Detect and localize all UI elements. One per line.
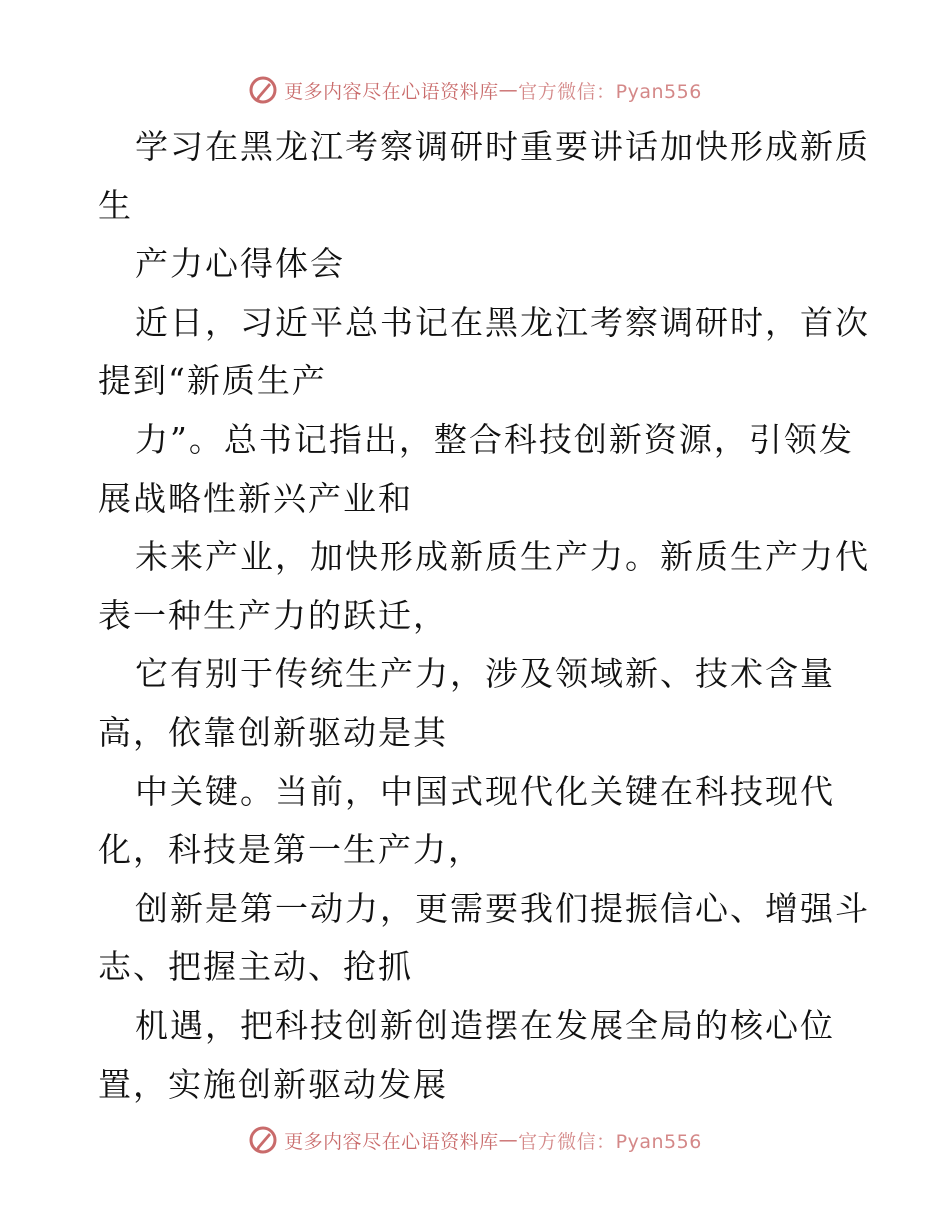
title-line-1: 学习在黑龙江考察调研时重要讲话加快形成新质: [135, 127, 870, 166]
paragraph-line: 志、把握主动、抢抓: [98, 947, 413, 987]
watermark-separator: —: [498, 79, 519, 101]
paragraph-line: 未来产业，加快形成新质生产力。新质生产力代: [135, 537, 870, 577]
paragraph-line: 展战略性新兴产业和: [98, 478, 413, 518]
paragraph-line: 它有别于传统生产力，涉及领域新、技术含量: [135, 654, 835, 694]
watermark-wechat: 官方微信：Pyan556: [518, 80, 702, 103]
paragraph-line: 中关键。当前，中国式现代化关键在科技现代: [135, 771, 835, 811]
quill-in-circle-icon: [248, 75, 278, 105]
paragraph-line: 高，依靠创新驱动是其: [98, 712, 448, 752]
header-watermark: [0, 70, 950, 110]
paragraph-line: 机遇，把科技创新创造摆在发展全局的核心位: [135, 1005, 835, 1045]
paragraph-line: 提到“新质生产: [98, 361, 327, 401]
footer-watermark: [0, 1120, 950, 1160]
paragraph-line: 创新是第一动力，更需要我们提振信心、增强斗: [135, 888, 870, 928]
paragraph-line: 化，科技是第一生产力，: [98, 830, 483, 870]
quill-in-circle-icon: [248, 1125, 278, 1155]
paragraph-line: 近日，习近平总书记在黑龙江考察调研时，首次: [135, 302, 870, 342]
document-body: [98, 118, 870, 1114]
paragraph-line: 力”。总书记指出，整合科技创新资源，引领发: [135, 419, 854, 459]
title-line-2: 生: [98, 185, 133, 225]
watermark-text: 更多内容尽在心语资料库: [284, 80, 499, 103]
paragraph-line: 置，实施创新驱动发展: [98, 1064, 448, 1104]
watermark-wechat: 官方微信：Pyan556: [518, 1130, 702, 1153]
watermark-text: 更多内容尽在心语资料库: [284, 1130, 499, 1153]
title-line-3: 产力心得体会: [135, 244, 345, 284]
paragraph-line: 表一种生产力的跃迁，: [98, 595, 448, 635]
watermark-separator: —: [498, 1129, 519, 1151]
